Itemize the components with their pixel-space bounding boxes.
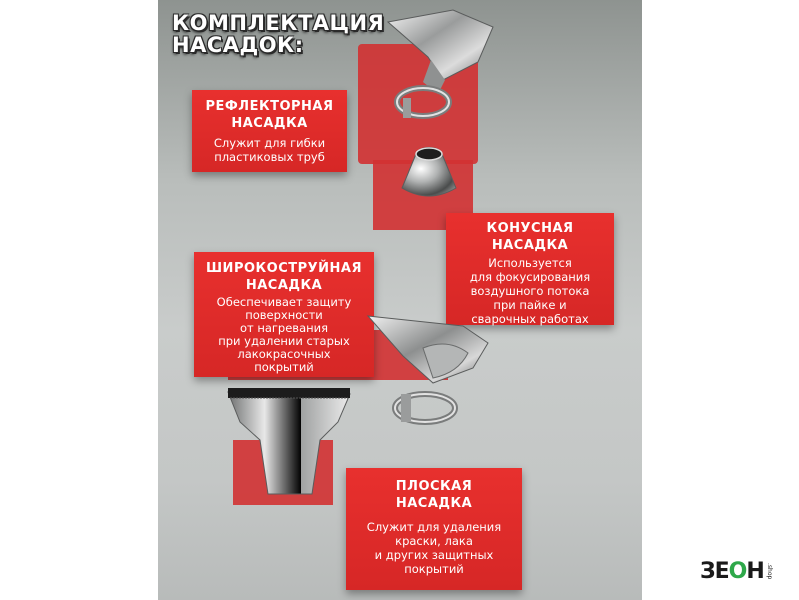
cone-heading-1: КОНУСНАЯ [486,221,574,236]
wide-desc-line-4: при удалении старых [218,334,350,348]
reflector-desc-line-2: пластиковых труб [214,150,325,164]
page-title [172,12,384,56]
cone-desc-line-5: сварочных работах [471,312,589,326]
flat-desc-line-3: и других защитных [374,548,494,562]
flat-heading-2: НАСАДКА [395,496,473,511]
product-poster [158,0,642,600]
wide-desc-line-3: от нагревания [239,321,329,335]
cone-desc-line-4: при пайке и [493,298,567,312]
flat-heading-1: ПЛОСКАЯ [395,479,473,494]
logo-part-1: ЗЕ [700,558,729,584]
cone-nozzle-icon [394,140,464,205]
title-line-2: НАСАДОК: [172,33,304,57]
flat-desc-line-2: краски, лака [395,534,473,548]
flat-nozzle-icon [220,382,360,502]
reflector-description [192,136,347,164]
reflector-heading-2: НАСАДКА [231,116,308,131]
wide-nozzle-icon [363,308,498,430]
logo-accent-letter: О [728,558,747,584]
wide-heading-1: ШИРОКОСТРУЙНАЯ [206,261,362,276]
cone-heading-2: НАСАДКА [491,238,569,253]
wide-heading-2: НАСАДКА [245,278,323,293]
flat-nozzle-card [346,468,522,590]
cone-desc-line-2: для фокусирования [469,270,591,284]
wide-desc-line-1: Обеспечивает защиту [216,295,352,309]
cone-desc-line-1: Используется [488,256,572,270]
logo-domain-suffix: .shop [765,562,773,580]
wide-desc-line-2: поверхности [245,308,323,322]
flat-description [346,520,522,576]
brand-logo [700,556,780,586]
reflector-desc-line-1: Служит для гибки [213,136,326,150]
reflector-heading-1: РЕФЛЕКТОРНАЯ [205,99,334,114]
cone-desc-line-3: воздушного потока [470,284,590,298]
wide-desc-line-6: покрытий [254,360,314,374]
title-line-1: КОМПЛЕКТАЦИЯ [172,11,385,35]
reflector-nozzle-card [192,90,347,172]
flat-desc-line-4: покрытий [404,562,464,576]
flat-desc-line-1: Служит для удаления [366,520,502,534]
wide-nozzle-card [194,252,374,377]
wide-description [194,296,374,374]
logo-wordmark [700,559,764,584]
logo-part-2: Н [746,558,764,584]
wide-desc-line-5: лакокрасочных [237,347,331,361]
reflector-nozzle-icon [383,2,498,127]
